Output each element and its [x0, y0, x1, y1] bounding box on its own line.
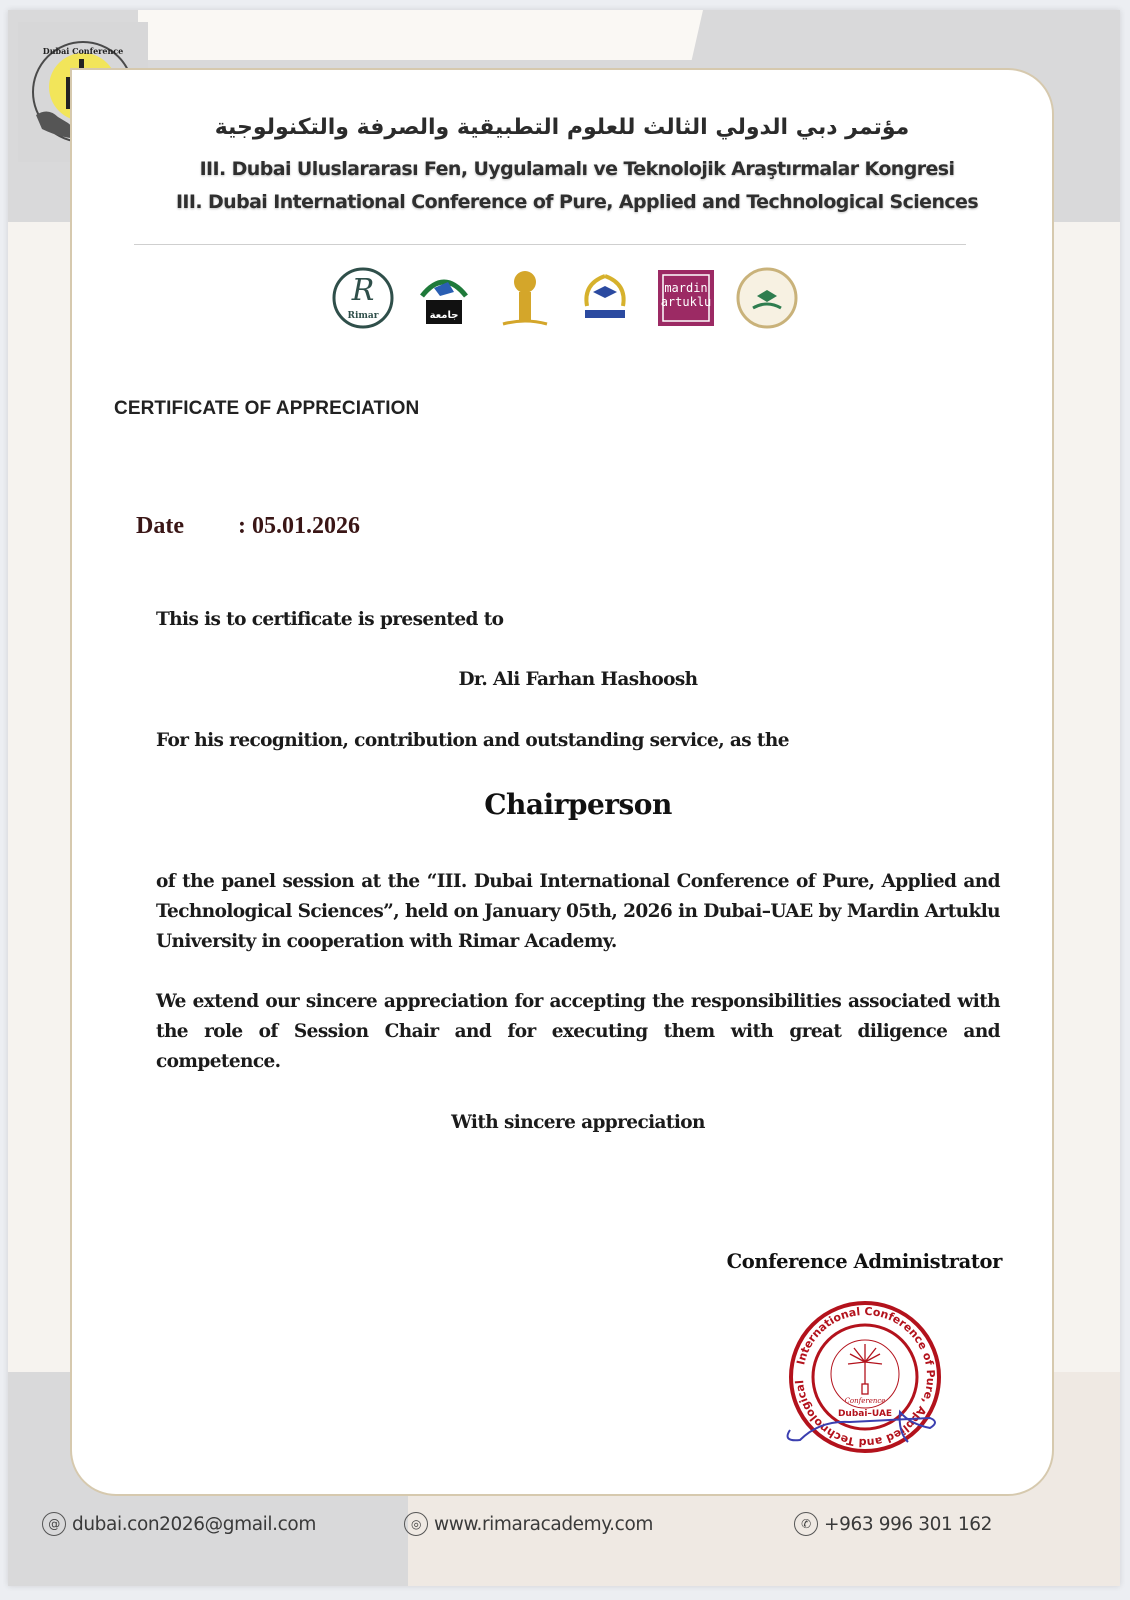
footer-website[interactable]: [404, 1507, 653, 1541]
iraqi-university-logo: [411, 265, 477, 331]
title-english: III. Dubai International Conference of Pure, Applied and Technological Sciences: [175, 191, 979, 213]
gold-university-emblem-logo: [492, 265, 558, 331]
background-cream-tab: [138, 10, 703, 60]
intro-text: This is to certificate is presented to: [156, 609, 504, 630]
svg-text:R: R: [351, 273, 375, 308]
al-farahidi-university-logo: [572, 265, 638, 331]
stamp-outer-text: International Conference of Pure, Applied and Technological: [793, 1304, 938, 1450]
svg-text:Rimar: Rimar: [347, 311, 379, 321]
date-value: : 05.01.2026: [238, 513, 360, 539]
svg-text:جامعة: جامعة: [429, 310, 459, 321]
academic-association-icon: [735, 266, 799, 330]
certificate-card: [70, 68, 1054, 1496]
role-title: Chairperson: [484, 788, 672, 821]
stamp-location-text: Dubai–UAE: [837, 1409, 893, 1419]
mardin-artuklu-logo: [653, 265, 719, 331]
globe-icon: ◎: [404, 1512, 428, 1536]
rimar-academy-icon: [331, 266, 395, 330]
date-row: [136, 513, 360, 540]
iraqi-university-icon: [412, 266, 476, 330]
title-turkish: III. Dubai Uluslararası Fen, Uygulamalı ve Teknolojik Araştırmalar Kongresi: [199, 158, 955, 180]
signatory-title: Conference Administrator: [726, 1250, 1002, 1273]
svg-text:artuklu: artuklu: [660, 295, 712, 309]
session-paragraph: of the panel session at the “III. Dubai International Conference of Pure, Applied and Technological Sciences”, held on January 05th, 2026 in Dubai–UAE by Mardin Artuklu University in cooperation with Rimar Academy.: [156, 871, 1000, 952]
al-farahidi-icon: [573, 266, 637, 330]
title-arabic: مؤتمر دبي الدولي الثالث للعلوم التطبيقية والصرفة والتكنولوجية: [214, 115, 910, 140]
gold-emblem-icon: [493, 266, 557, 330]
phone-text[interactable]: +963 996 301 162: [824, 1513, 992, 1535]
date-label: Date: [136, 513, 184, 539]
appreciation-paragraph: We extend our sincere appreciation for accepting the responsibilities associated with the role of Session Chair and for executing them with great diligence and competence.: [156, 991, 1000, 1072]
svg-text:mardin: mardin: [664, 281, 708, 295]
phone-icon: ✆: [794, 1512, 818, 1536]
recognition-text: For his recognition, contribution and outstanding service, as the: [156, 730, 789, 751]
email-text[interactable]: dubai.con2026@gmail.com: [72, 1513, 316, 1535]
stamp-inner-text: Conference: [844, 1397, 886, 1405]
certificate-title: CERTIFICATE OF APPRECIATION: [114, 398, 420, 419]
certificate-sheet: [8, 10, 1120, 1586]
header-divider: [134, 244, 966, 245]
partner-logos: [330, 263, 800, 333]
mardin-artuklu-icon: [654, 266, 718, 330]
rimar-academy-logo: [330, 265, 396, 331]
conference-stamp-icon: [780, 1292, 950, 1462]
footer-phone[interactable]: [794, 1507, 992, 1541]
academic-association-logo: [734, 265, 800, 331]
footer-email[interactable]: [42, 1507, 316, 1541]
svg-text:Dubai Conference: Dubai Conference: [42, 46, 124, 56]
recipient-name: Dr. Ali Farhan Hashoosh: [458, 669, 698, 690]
closing-text: With sincere appreciation: [451, 1112, 705, 1133]
email-icon: @: [42, 1512, 66, 1536]
website-text[interactable]: www.rimaracademy.com: [434, 1513, 653, 1535]
